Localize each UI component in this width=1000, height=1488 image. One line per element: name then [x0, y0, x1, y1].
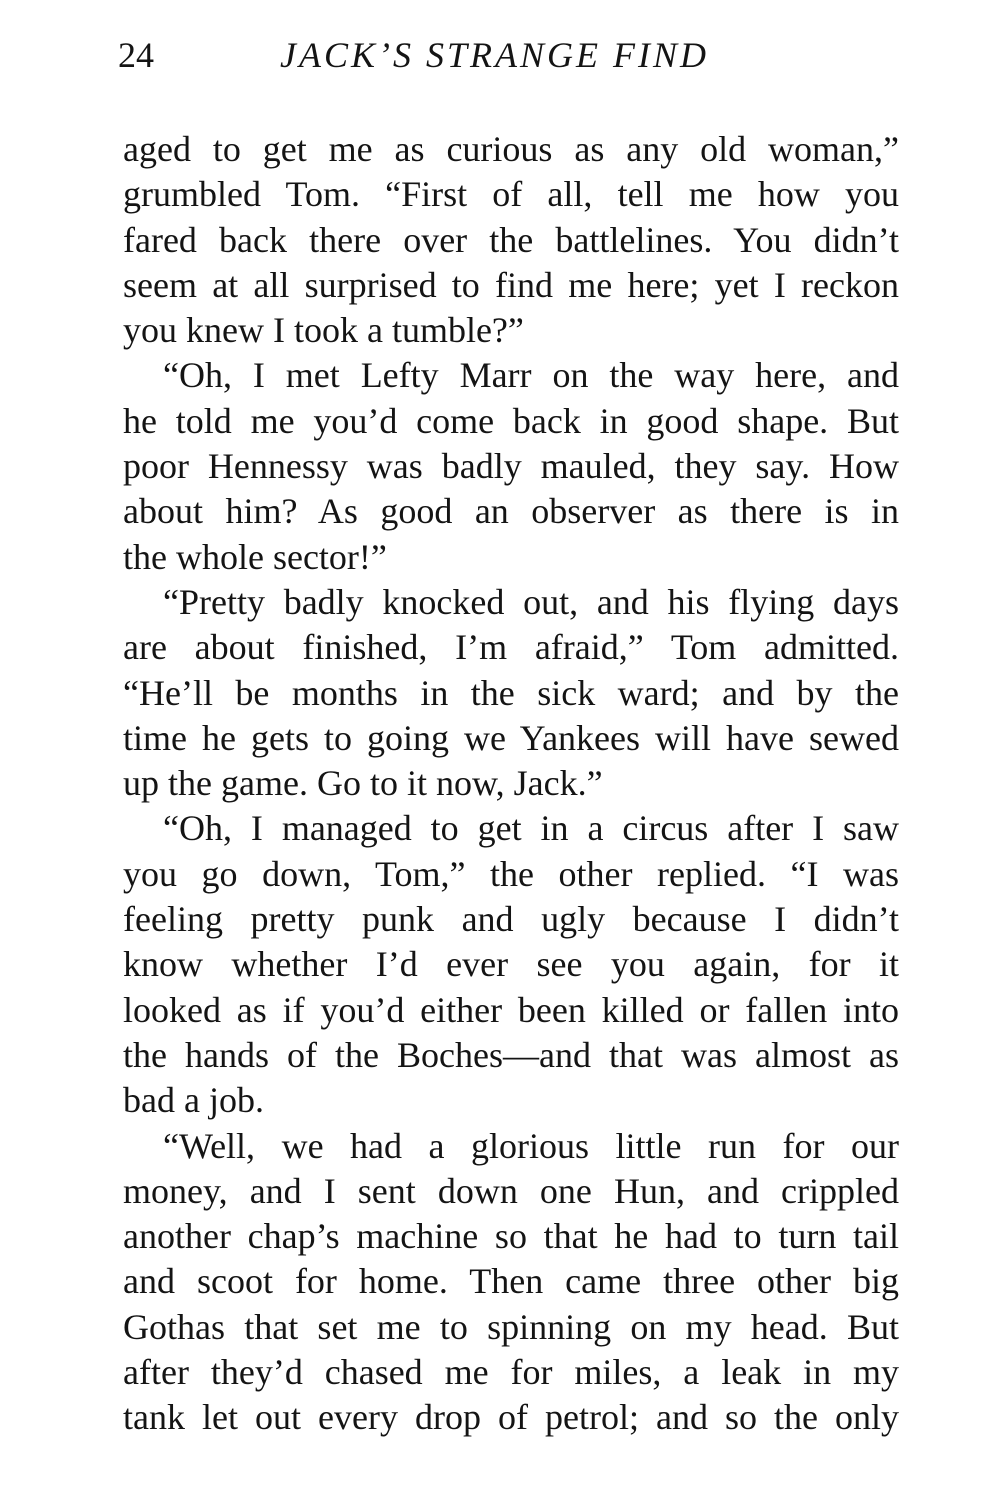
text-line: know whether I’d ever see you again, for it	[123, 944, 899, 985]
text-line: after they’d chased me for miles, a leak in my	[123, 1352, 899, 1393]
text-line: money, and I sent down one Hun, and crippled	[123, 1170, 899, 1211]
text-line: Gothas that set me to spinning on my head. But	[123, 1306, 899, 1347]
text-line: he told me you’d come back in good shape. But	[123, 400, 899, 441]
text-line: “Pretty badly knocked out, and his flying days	[163, 581, 899, 622]
text-line: about him? As good an observer as there is in	[123, 491, 899, 532]
text-line: aged to get me as curious as any old woman,”	[123, 129, 899, 169]
text-line: up the game. Go to it now, Jack.”	[123, 763, 603, 804]
text-line: “Well, we had a glorious little run for our	[163, 1125, 899, 1166]
body-text	[123, 127, 899, 1441]
text-line: you go down, Tom,” the other replied. “I was	[123, 853, 899, 894]
text-line: another chap’s machine so that he had to turn tail	[123, 1216, 899, 1257]
text-line: grumbled Tom. “First of all, tell me how you	[123, 174, 899, 215]
text-line: feeling pretty punk and ugly because I didn’t	[123, 899, 899, 940]
text-line: “Oh, I met Lefty Marr on the way here, and	[163, 355, 899, 396]
text-line: bad a job.	[123, 1080, 264, 1121]
text-line: fared back there over the battlelines. You didn’t	[123, 219, 899, 260]
text-line: time he gets to going we Yankees will have sewed	[123, 717, 899, 758]
text-line: the whole sector!”	[123, 536, 387, 577]
page-header	[118, 30, 818, 80]
text-line: you knew I took a tumble?”	[123, 310, 524, 351]
text-line: “He’ll be months in the sick ward; and by the	[123, 672, 899, 713]
text-line: the hands of the Boches—and that was almost as	[123, 1034, 899, 1075]
text-line: and scoot for home. Then came three other big	[123, 1261, 899, 1302]
text-line: seem at all surprised to find me here; yet I reckon	[123, 264, 899, 305]
page-number: 24	[118, 35, 154, 75]
text-line: tank let out every drop of petrol; and so the only	[123, 1397, 899, 1438]
text-line: poor Hennessy was badly mauled, they say. How	[123, 446, 899, 487]
text-line: “Oh, I managed to get in a circus after I saw	[163, 808, 899, 849]
text-line: looked as if you’d either been killed or fallen into	[123, 989, 899, 1030]
running-title: JACK’S STRANGE FIND	[280, 35, 709, 75]
text-line: are about finished, I’m afraid,” Tom admitted.	[123, 627, 899, 668]
